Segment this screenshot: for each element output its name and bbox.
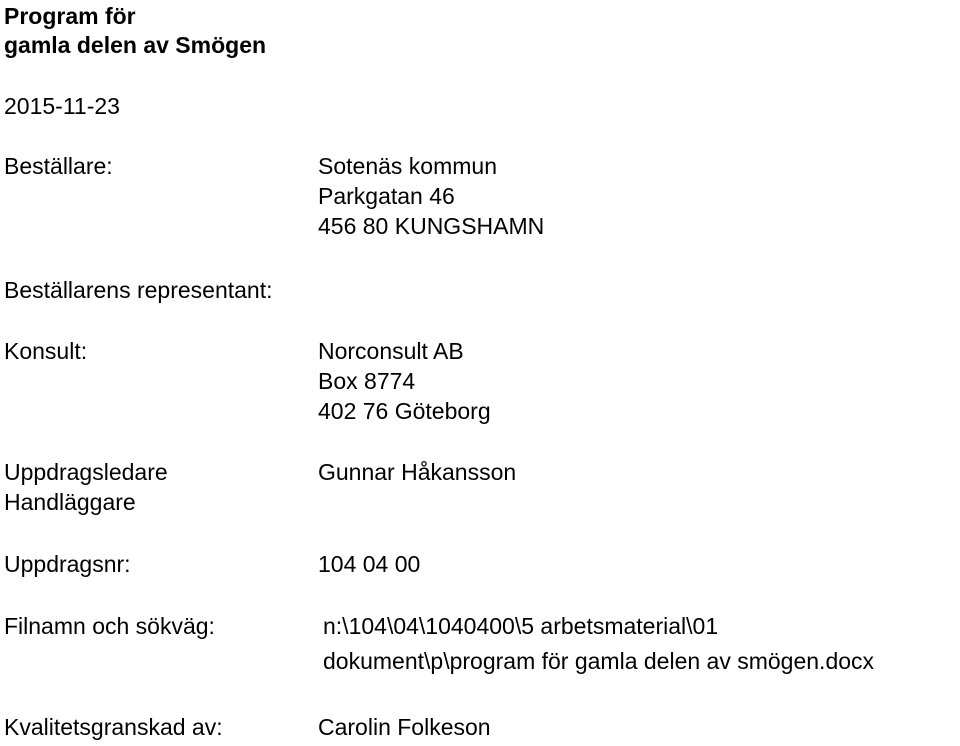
uppdragsledare-label: Uppdragsledare (4, 459, 168, 485)
handlaggare-labels (4, 457, 168, 517)
kvalitet-label: Kvalitetsgranskad av: (4, 714, 223, 740)
bestallare-address (318, 151, 544, 241)
uppdragsnr-value: 104 04 00 (318, 551, 421, 577)
bestallare-postal: 456 80 KUNGSHAMN (318, 213, 545, 239)
filnamn-path-line-2: dokument\p\program för gamla delen av smögen.docx (323, 648, 875, 674)
uppdragsnr-label: Uppdragsnr: (4, 551, 131, 577)
konsult-label: Konsult: (4, 338, 88, 364)
konsult-address (318, 336, 491, 426)
filnamn-path-line-1: n:\104\04\1040400\5 arbetsmaterial\01 (323, 613, 719, 639)
document-date: 2015-11-23 (4, 93, 120, 119)
konsult-postal: 402 76 Göteborg (318, 398, 491, 424)
filnamn-label: Filnamn och sökväg: (4, 613, 215, 639)
representant-label: Beställarens representant: (4, 277, 273, 303)
bestallare-street: Parkgatan 46 (318, 183, 455, 209)
filnamn-path (323, 611, 874, 676)
title-line-1: Program för (4, 3, 136, 29)
handlaggare-label: Handläggare (4, 489, 136, 515)
bestallare-name: Sotenäs kommun (318, 153, 497, 179)
title-line-2: gamla delen av Smögen (4, 32, 267, 58)
konsult-box: Box 8774 (318, 368, 416, 394)
bestallare-label: Beställare: (4, 153, 113, 179)
document-title (4, 2, 266, 60)
kvalitet-value: Carolin Folkeson (318, 714, 491, 740)
handlaggare-name: Gunnar Håkansson (318, 459, 517, 485)
konsult-name: Norconsult AB (318, 338, 464, 364)
